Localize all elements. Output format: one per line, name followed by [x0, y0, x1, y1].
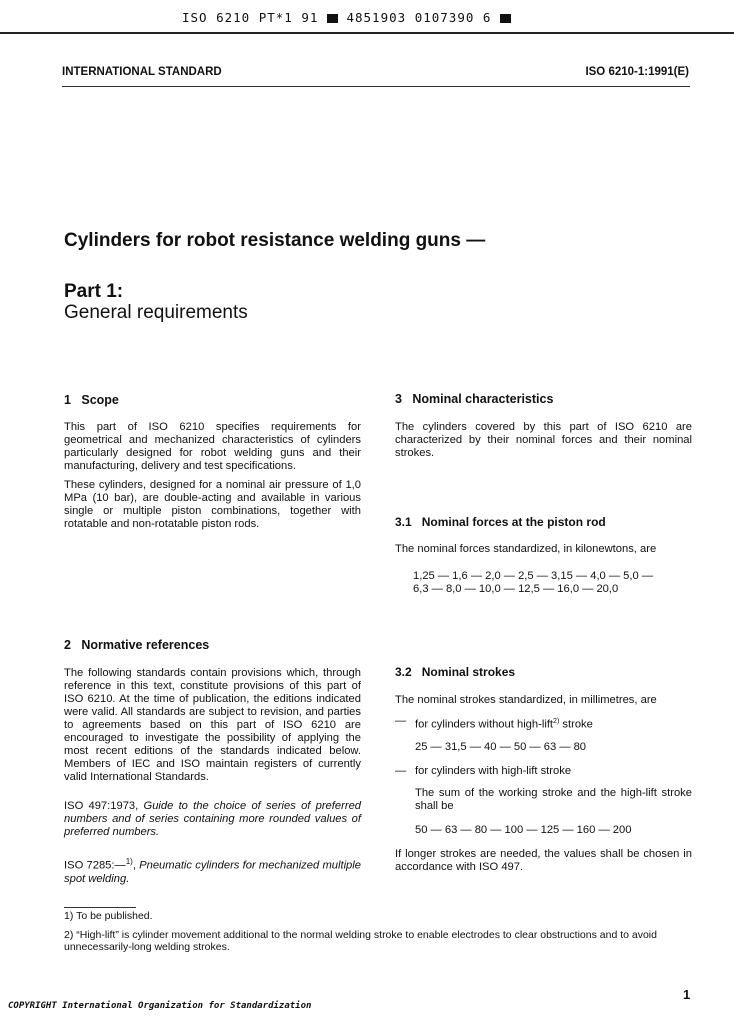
- section-1-heading: 1 Scope: [64, 393, 119, 407]
- copyright-notice: COPYRIGHT International Organization for Standardization: [8, 1001, 312, 1011]
- stroke-values-with-high-lift: 50 — 63 — 80 — 100 — 125 — 160 — 200: [415, 823, 632, 836]
- stroke-item-with-high-lift: — for cylinders with high-lift stroke: [395, 764, 572, 777]
- barcode-mark-end: [500, 14, 511, 23]
- longer-strokes-paragraph: If longer strokes are needed, the values shall be chosen in accordance with ISO 497.: [395, 847, 692, 873]
- header-rule: [62, 86, 690, 87]
- part-label: Part 1:: [64, 281, 124, 302]
- section-2-heading: 2 Normative references: [64, 638, 210, 652]
- reference-iso-7285: ISO 7285:—$^{1)}$, Pneumatic cylinders for mechanized multiple spot welding.: [64, 857, 361, 885]
- reference-iso-497: ISO 497:1973, Guide to the choice of series of preferred numbers and of series containing more rounded values of preferred numbers.: [64, 800, 362, 838]
- references-paragraph: The following standards contain provisions which, through reference in this text, constitute provisions of this part of ISO 6210. At the time of publication, the editions indicated were valid. All standards are subject to revision, and parties to agreements based on this part of ISO 6210 are encouraged to investigate the possibility of applying the most recent editions of the standards indicated below. Members of IEC and ISO maintain registers of currently valid International Standards.: [64, 667, 361, 783]
- scan-code-left: ISO 6210 PT*1 91: [182, 10, 319, 25]
- nominal-forces-values-line-2: 6,3 — 8,0 — 10,0 — 12,5 — 16,0 — 20,0: [413, 583, 619, 595]
- section-3-heading: 3 Nominal characteristics: [395, 392, 554, 406]
- standard-number: ISO 6210-1:1991(E): [585, 66, 689, 78]
- section-2-body: [64, 667, 361, 886]
- footnote-1: 1) To be published.: [64, 910, 153, 922]
- section-3-2-body: [395, 694, 692, 874]
- part-subtitle: General requirements: [64, 302, 248, 323]
- barcode-mark: [327, 14, 338, 23]
- nominal-forces-intro: The nominal forces standardized, in kilonewtons, are: [395, 543, 657, 555]
- standard-type-label: INTERNATIONAL STANDARD: [62, 66, 222, 78]
- nominal-characteristics-paragraph: The cylinders covered by this part of ISO 6210 are characterized by their nominal forces and their nominal strokes.: [395, 421, 692, 459]
- scan-code-header: [182, 10, 511, 25]
- document-title: Cylinders for robot resistance welding guns —: [64, 230, 486, 251]
- section-3-body: [395, 421, 692, 460]
- nominal-forces-values-line-1: 1,25 — 1,6 — 2,0 — 2,5 — 3,15 — 4,0 — 5,0 —: [413, 570, 654, 582]
- nominal-strokes-intro: The nominal strokes standardized, in millimetres, are: [395, 694, 657, 706]
- scan-top-rule: [0, 32, 734, 34]
- footnote-rule: [64, 907, 136, 908]
- section-3-2-heading: 3.2 Nominal strokes: [395, 665, 516, 679]
- scope-paragraph-1: This part of ISO 6210 specifies requirements for geometrical and mechanized characteristics of cylinders particularly designed for robot welding guns and their manufacturing, delivery and test specifications.: [64, 421, 361, 472]
- section-3-1-body: [395, 543, 692, 596]
- footnote-2: 2) “High-lift” is cylinder movement additional to the normal welding stroke to enable electrodes to clear obstructions and to avoid unnecessarily-long welding strokes.: [64, 929, 657, 953]
- scope-paragraph-2: These cylinders, designed for a nominal air pressure of 1,0 MPa (10 bar), are double-acting and available in various single or multiple piston combinations, together with rotatable and non-rotatable piston rods.: [64, 479, 361, 530]
- section-1-body: [64, 421, 361, 531]
- page-number: 1: [683, 987, 691, 1002]
- section-3-1-heading: 3.1 Nominal forces at the piston rod: [395, 515, 606, 529]
- stroke-values-without-high-lift: 25 — 31,5 — 40 — 50 — 63 — 80: [415, 740, 587, 753]
- stroke-item-without-high-lift: — for cylinders without high-lift$^{2)}$ stroke: [395, 715, 593, 731]
- high-lift-stroke-text: The sum of the working stroke and the high-lift stroke shall be: [415, 786, 692, 812]
- scan-code-right: 4851903 0107390 6: [346, 10, 492, 25]
